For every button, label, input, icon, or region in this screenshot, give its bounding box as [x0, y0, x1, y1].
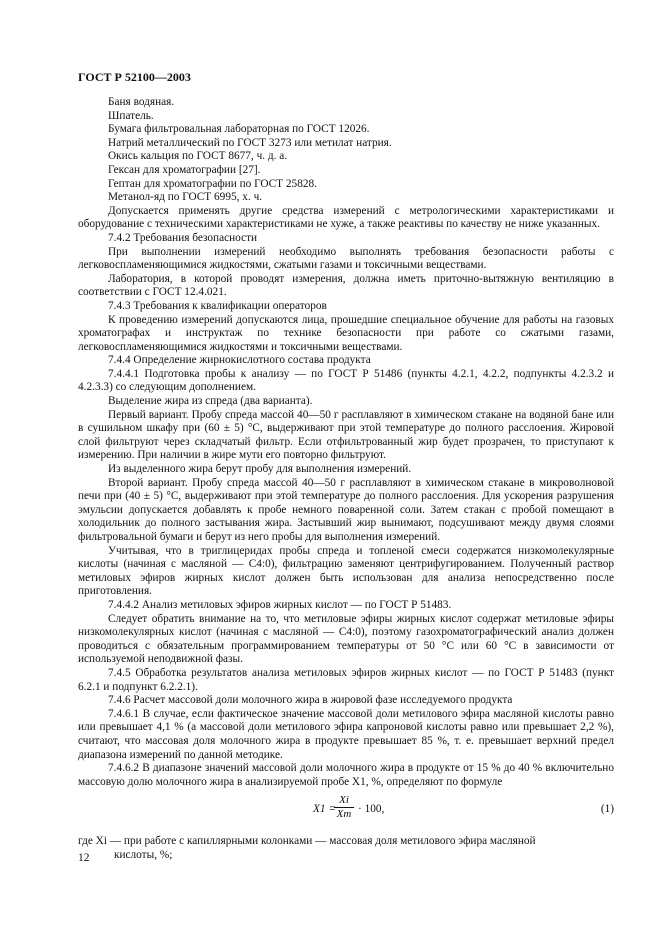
formula-where-line: где Xi — при работе с капиллярными колонками — массовая доля метилового эфира масляной — [78, 835, 536, 848]
formula-denominator: Xm — [336, 808, 352, 821]
paragraph: 7.4.4.1 Подготовка пробы к анализу — по ГОСТ Р 51486 (пункты 4.2.1, 4.2.2, подпункты 4.2.3.2 и 4.2.3.3) со следующим дополнением. — [78, 367, 614, 394]
paragraph: Баня водяная. — [108, 96, 175, 108]
paragraph: 7.4.2 Требования безопасности — [108, 231, 258, 244]
page-number: 12 — [78, 852, 90, 864]
formula-where-line-2: кислоты, %; — [114, 848, 173, 861]
paragraph: Из выделенного жира берут пробу для выполнения измерений. — [108, 463, 412, 476]
paragraph: Первый вариант. Пробу спреда массой 40—50 г расплавляют в химическом стакане на водяной бане или в сушильном шкафу при (60 ± 5) °С, выдерживают при этой температуре до полного расслоения. Жировой слой фильтруют через складчатый фильтр. Если отфильтрованный жир будет прозрачен, то приступают к измерению. При наличии в жире мути его повторно фильтруют. — [78, 408, 614, 462]
page-header: ГОСТ Р 52100—2003 — [78, 70, 191, 84]
paragraph: 7.4.4.2 Анализ метиловых эфиров жирных кислот — по ГОСТ Р 51483. — [108, 598, 452, 611]
paragraph: Натрий металлический по ГОСТ 3273 или метилат натрия. — [108, 136, 392, 149]
paragraph: 7.4.6.2 В диапазоне значений массовой доли молочного жира в продукте от 15 % до 40 % включительно массовую долю молочного жира в анализируемой пробе X1, %, определяют по формуле — [78, 762, 614, 788]
paragraph: Второй вариант. Пробу спреда массой 40—50 г расплавляют в химическом стакане в микроволновой печи при (40 ± 5) °С, выдерживают при этой температуре до полного расслоения. Для ускорения разрушения эмульсии допускается добавлять к пробе немного поваренной соли. Затем стакан с пробой помещают в холодильник до полного застывания жира. Застывший жир вынимают, подсушивают между двумя слоями фильтровальной бумаги и берут из него пробы для выполнения измерений. — [78, 476, 614, 543]
formula-number: (1) — [600, 803, 614, 816]
paragraph: Допускается применять другие средства измерений с метрологическими характеристиками и оборудование с техническими характеристиками не хуже, а также реактивы по качеству не ниже указанных. — [78, 204, 614, 231]
paragraph: Гексан для хроматографии [27]. — [108, 163, 261, 176]
paragraph-list — [78, 96, 614, 789]
formula-fraction — [334, 794, 354, 821]
formula-lhs: X1 = — [313, 803, 336, 816]
paragraph: 7.4.6 Расчет массовой доли молочного жира в жировой фазе исследуемого продукта — [108, 694, 513, 707]
paragraph: Окись кальция по ГОСТ 8677, ч. д. а. — [108, 150, 288, 163]
formula-numerator: Xi — [334, 794, 354, 808]
paragraph: К проведению измерений допускаются лица, прошедшие специальное обучение для работы на газовых хроматографах и инструктаж по технике безопасности при работе со сжатыми газами, легковоспламеняющимися жидкостями и токсичными веществами. — [78, 313, 614, 353]
paragraph: Учитывая, что в триглицеридах пробы спреда и топленой смеси содержатся низкомолекулярные кислоты (начиная с масляной — С4:0), фильтрацию заменяют центрифугированием. Полученный раствор метиловых эфиров жирных кислот должен быть использован для анализа непосредственно после приготовления. — [78, 544, 614, 598]
paragraph: Выделение жира из спреда (два варианта). — [108, 395, 313, 408]
paragraph: 7.4.6.1 В случае, если фактическое значение массовой доли метилового эфира масляной кислоты равно или превышает 4,1 % (а массовой доли метилового эфира капроновой кислоты равно или превышает 2,2 %), считают, что массовая доля молочного жира в продукте превышает 85 %, т. е. превышает верхний предел диапазона измерений по данной методике. — [78, 707, 614, 761]
paragraph: Шпатель. — [108, 109, 154, 122]
paragraph: При выполнении измерений необходимо выполнять требования безопасности работы с легковоспламеняющимися жидкостями, сжатыми газами и токсичными веществами. — [78, 245, 614, 272]
formula-1 — [78, 794, 614, 832]
paragraph: 7.4.4 Определение жирнокислотного состава продукта — [108, 354, 371, 367]
paragraph: Гептан для хроматографии по ГОСТ 25828. — [108, 177, 317, 190]
paragraph: Метанол-яд по ГОСТ 6995, х. ч. — [108, 191, 263, 204]
paragraph: Бумага фильтровальная лабораторная по ГОСТ 12026. — [108, 123, 370, 136]
paragraph: Лаборатория, в которой проводят измерения, должна иметь приточно-вытяжную вентиляцию в соответствии с ГОСТ 12.4.021. — [78, 272, 614, 299]
paragraph: 7.4.5 Обработка результатов анализа метиловых эфиров жирных кислот — по ГОСТ Р 51483 (пункт 6.2.1 и подпункт 6.2.2.1). — [78, 666, 614, 693]
document-body — [78, 96, 614, 862]
formula-rhs: · 100, — [358, 803, 385, 816]
paragraph: 7.4.3 Требования к квалификации операторов — [108, 299, 327, 312]
paragraph: Следует обратить внимание на то, что метиловые эфиры жирных кислот содержат метиловые эфиры низкомолекулярных кислот (начиная с масляной — С4:0), поэтому газохроматографический анализ должен проводиться с обязательным программированием температуры от 50 °С или 60 °С в зависимости от используемой неподвижной фазы. — [78, 612, 614, 666]
